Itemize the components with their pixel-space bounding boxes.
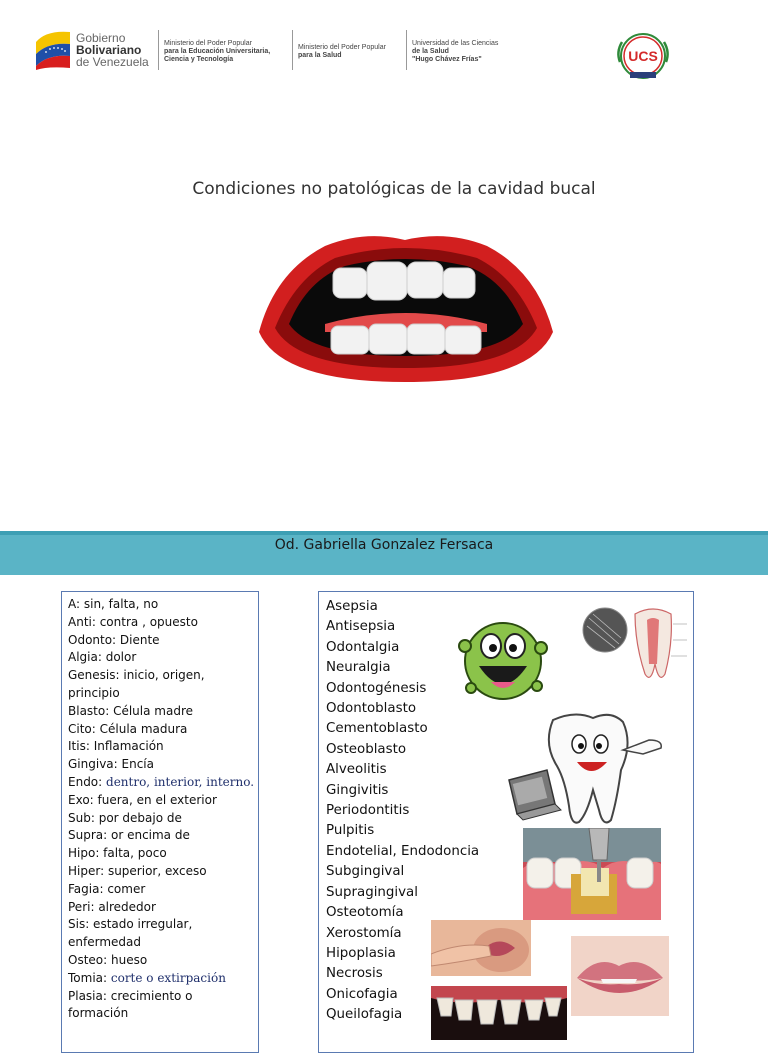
prefix-suffix-item	[68, 792, 258, 810]
prefix-suffix-box	[61, 591, 259, 1053]
germ-cartoon-icon	[453, 606, 553, 706]
terms-box	[318, 591, 694, 1053]
prefix-suffix-text: Sub: por debajo de	[68, 810, 182, 825]
dental-term-item: Neuralgia	[326, 660, 391, 676]
prefix-suffix-text: Plasia: crecimiento o	[68, 988, 193, 1003]
prefix-suffix-text: Blasto: Célula madre	[68, 703, 193, 718]
prefix-suffix-item	[68, 685, 258, 703]
prefix-suffix-list	[62, 592, 258, 1023]
svg-text:UCS: UCS	[628, 48, 658, 64]
prefix-suffix-item	[68, 845, 258, 863]
prefix-suffix-text: Sis: estado irregular,	[68, 917, 193, 932]
prefix-suffix-text: Hiper: superior, exceso	[68, 863, 207, 878]
prefix-suffix-item	[68, 738, 258, 756]
prefix-suffix-text: Osteo: hueso	[68, 952, 148, 967]
dental-term-item: Subgingival	[326, 864, 405, 880]
prefix-suffix-item	[68, 952, 258, 970]
header-divider	[158, 30, 159, 70]
tooth-anatomy-icon	[575, 604, 691, 688]
prefix-suffix-text: Exo: fuera, en el exterior	[68, 792, 217, 807]
prefix-suffix-item	[68, 667, 258, 685]
prefix-suffix-item	[68, 596, 258, 614]
lips-photo-icon	[571, 936, 669, 1016]
ucs-logo-icon	[612, 32, 674, 84]
tooth-laptop-cartoon-icon	[503, 710, 667, 830]
prefix-suffix-text: formación	[68, 1006, 129, 1021]
prefix-suffix-text: A: sin, falta, no	[68, 597, 159, 611]
prefix-suffix-item	[68, 827, 258, 845]
ministry-education-line: Ciencia y Tecnología	[164, 56, 234, 63]
gov-logo-line2: Bolivariano	[76, 43, 142, 57]
university-text	[412, 40, 498, 64]
dental-term-item: Onicofagia	[326, 986, 398, 1002]
nail-biting-photo-icon	[431, 920, 531, 976]
prefix-suffix-item	[68, 703, 258, 721]
university-line: Universidad de las Ciencias	[412, 40, 499, 47]
prefix-suffix-item	[68, 756, 258, 774]
prefix-suffix-text: Endo:	[68, 774, 107, 789]
header-divider	[292, 30, 293, 70]
dental-term-item: Odontalgia	[326, 639, 400, 655]
prefix-suffix-text: Fagia: comer	[68, 881, 146, 896]
gov-logo-line3: de Venezuela	[76, 55, 149, 69]
dental-term-item: Queilofagia	[326, 1007, 403, 1023]
prefix-suffix-text: Hipo: falta, poco	[68, 846, 167, 861]
prefix-suffix-meaning: corte o extirpación	[110, 970, 226, 985]
prefix-suffix-text: Itis: Inflamación	[68, 739, 164, 754]
dental-term-item: Hipoplasia	[326, 945, 396, 961]
prefix-suffix-text: Tomia:	[68, 970, 111, 985]
dental-term-item: Osteoblasto	[326, 741, 407, 757]
mouth-illustration-icon	[255, 232, 557, 384]
prefix-suffix-item	[68, 632, 258, 650]
vocabulary-slide	[0, 576, 768, 1024]
prefix-suffix-item	[68, 721, 258, 739]
prefix-suffix-item	[68, 649, 258, 667]
prefix-suffix-item	[68, 774, 258, 792]
prefix-suffix-text: principio	[68, 685, 120, 700]
university-line: "Hugo Chávez Frías"	[412, 56, 482, 63]
prefix-suffix-item	[68, 881, 258, 899]
prefix-suffix-item	[68, 970, 258, 988]
prefix-suffix-item	[68, 1005, 258, 1023]
prefix-suffix-item	[68, 899, 258, 917]
prefix-suffix-item	[68, 863, 258, 881]
university-line: de la Salud	[412, 48, 449, 55]
dental-term-item: Odontogénesis	[326, 680, 427, 696]
ministry-health-line: para la Salud	[298, 52, 342, 59]
author-name: Od. Gabriella Gonzalez Fersaca	[274, 537, 494, 553]
prefix-suffix-text: Gingiva: Encía	[68, 757, 154, 772]
dental-term-item: Supragingival	[326, 884, 418, 900]
prefix-suffix-text: Anti: contra , opuesto	[68, 614, 198, 629]
institutional-header	[30, 22, 750, 84]
teeth-closeup-photo-icon	[431, 986, 567, 1040]
dental-term-item: Odontoblasto	[326, 701, 417, 717]
dental-term-item: Necrosis	[326, 966, 383, 982]
prefix-suffix-text: Genesis: inicio, origen,	[68, 668, 205, 683]
prefix-suffix-text: Peri: alrededor	[68, 899, 156, 914]
prefix-suffix-item	[68, 810, 258, 828]
gov-logo-line1: Gobierno	[76, 31, 126, 45]
dental-term-item: Asepsia	[326, 599, 378, 614]
prefix-suffix-meaning: dentro, interior, interno.	[106, 774, 255, 789]
venezuela-flag-icon	[34, 28, 72, 70]
dental-term-item: Antisepsia	[326, 619, 396, 635]
prefix-suffix-item	[68, 988, 258, 1006]
prefix-suffix-text: Cito: Célula madura	[68, 721, 188, 736]
dental-term-item: Periodontitis	[326, 803, 410, 819]
ministry-education-line: Ministerio del Poder Popular	[164, 40, 252, 47]
dental-drill-photo-icon	[523, 828, 661, 920]
slide-title: Condiciones no patológicas de la cavidad bucal	[192, 179, 596, 199]
dental-term-item: Pulpitis	[326, 823, 375, 839]
prefix-suffix-item	[68, 614, 258, 632]
prefix-suffix-text: Algia: dolor	[68, 650, 137, 665]
footer-band-edge	[0, 531, 768, 535]
ministry-education-text	[164, 40, 270, 64]
prefix-suffix-text: Supra: or encima de	[68, 828, 190, 843]
ministry-health-line: Ministerio del Poder Popular	[298, 44, 386, 51]
prefix-suffix-text: enfermedad	[68, 935, 141, 950]
dental-term-item: Xerostomía	[326, 925, 402, 941]
prefix-suffix-item	[68, 934, 258, 952]
prefix-suffix-item	[68, 916, 258, 934]
header-divider	[406, 30, 407, 70]
dental-term-item: Osteotomía	[326, 905, 404, 921]
ministry-education-line: para la Educación Universitaria,	[164, 48, 271, 55]
dental-term-item: Gingivitis	[326, 782, 389, 798]
dental-term-item: Endotelial, Endodoncia	[326, 843, 480, 859]
dental-term-item: Cementoblasto	[326, 721, 428, 737]
prefix-suffix-text: Odonto: Diente	[68, 632, 160, 647]
dental-term-item: Alveolitis	[326, 762, 387, 778]
ministry-health-text	[298, 44, 386, 60]
